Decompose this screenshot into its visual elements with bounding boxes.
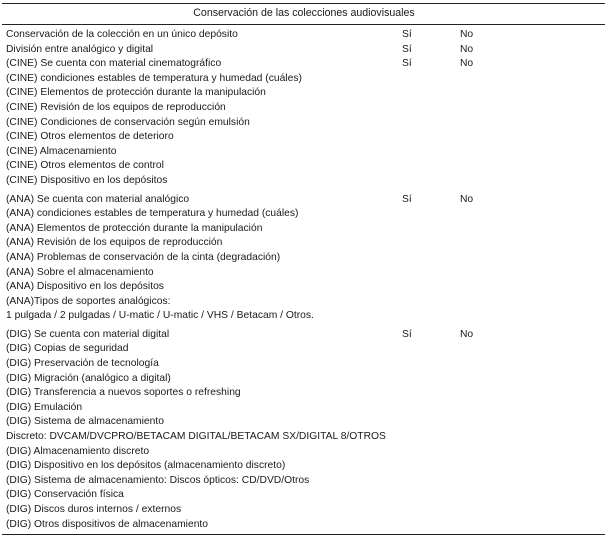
row-label: (ANA) Elementos de protección durante la manipulación <box>6 222 263 234</box>
table-row <box>6 236 606 251</box>
table-row <box>6 251 606 266</box>
row-label: (CINE) Revisión de los equipos de reproducción <box>6 101 226 113</box>
row-label: (DIG) Conservación física <box>6 489 124 501</box>
table-row <box>6 280 606 295</box>
table-row <box>6 207 606 222</box>
no-option: No <box>460 193 474 205</box>
table-header-rule <box>2 24 605 25</box>
table-row <box>6 266 606 281</box>
row-label: (DIG) Sistema de almacenamiento: Discos ópticos: CD/DVD/Otros <box>6 474 310 486</box>
table-row <box>6 372 606 387</box>
row-label: (CINE) Otros elementos de control <box>6 160 164 172</box>
row-label: (ANA) condiciones estables de temperatura y humedad (cuáles) <box>6 208 299 220</box>
table-row <box>6 72 606 87</box>
row-label: División entre analógico y digital <box>6 43 154 55</box>
table-row <box>6 415 606 430</box>
table-row <box>6 503 606 518</box>
table-title: Conservación de las colecciones audiovisuales <box>193 7 415 19</box>
row-label: (ANA) Revisión de los equipos de reproducción <box>6 237 223 249</box>
table-row <box>6 145 606 160</box>
row-label: (DIG) Migración (analógico a digital) <box>6 372 171 384</box>
table-row <box>6 445 606 460</box>
row-label: (DIG) Dispositivo en los depósitos (almacenamiento discreto) <box>6 460 286 472</box>
row-label: Discreto: DVCAM/DVCPRO/BETACAM DIGITAL/BETACAM SX/DIGITAL 8/OTROS <box>6 431 386 443</box>
row-label: (CINE) condiciones estables de temperatura y humedad (cuáles) <box>6 72 302 84</box>
yes-option: Sí <box>402 29 412 40</box>
table-row <box>6 328 606 343</box>
table-row <box>6 174 606 189</box>
table-row <box>6 86 606 101</box>
row-label: (DIG) Almacenamiento discreto <box>6 445 150 457</box>
row-label: (ANA) Sobre el almacenamiento <box>6 266 154 278</box>
yes-option: Sí <box>402 43 412 55</box>
yes-option: Sí <box>402 193 412 205</box>
row-label: (CINE) Condiciones de conservación según emulsión <box>6 116 250 128</box>
no-option: No <box>460 58 474 70</box>
table-row <box>6 295 606 310</box>
table-top-rule <box>2 3 605 4</box>
no-option: No <box>460 43 474 55</box>
yes-option: Sí <box>402 58 412 70</box>
row-label: (CINE) Dispositivo en los depósitos <box>6 174 168 186</box>
row-label: (ANA) Problemas de conservación de la cinta (degradación) <box>6 251 281 263</box>
table-row <box>6 222 606 237</box>
yes-option: Sí <box>402 328 412 340</box>
row-label: (ANA) Se cuenta con material analógico <box>6 193 190 205</box>
table-row <box>6 401 606 416</box>
table-row <box>6 342 606 357</box>
row-label: (DIG) Sistema de almacenamiento <box>6 416 164 428</box>
row-label: (DIG) Transferencia a nuevos soportes o refreshing <box>6 387 241 399</box>
row-label: (ANA) Dispositivo en los depósitos <box>6 281 164 293</box>
table-row <box>6 57 606 72</box>
table-row <box>6 488 606 503</box>
table-row <box>6 159 606 174</box>
table-body <box>6 28 606 532</box>
row-label: (DIG) Copias de seguridad <box>6 343 129 355</box>
row-label: (DIG) Discos duros internos / externos <box>6 504 182 515</box>
table-row <box>6 309 606 324</box>
row-label: (ANA)Tipos de soportes analógicos: <box>6 295 171 307</box>
row-label: (CINE) Almacenamiento <box>6 145 117 157</box>
row-label: (DIG) Se cuenta con material digital <box>6 328 170 340</box>
table-row <box>6 43 606 58</box>
table-row <box>6 193 606 208</box>
row-label: (CINE) Otros elementos de deterioro <box>6 131 174 143</box>
table-bottom-rule <box>2 534 605 535</box>
table-row <box>6 430 606 445</box>
table-row <box>6 357 606 372</box>
table-row <box>6 101 606 116</box>
table-row <box>6 116 606 131</box>
row-label: (DIG) Preservación de tecnología <box>6 358 159 370</box>
table-row <box>6 28 606 43</box>
row-label: Conservación de la colección en un único depósito <box>6 29 238 40</box>
table-row <box>6 130 606 145</box>
row-label: 1 pulgada / 2 pulgadas / U-matic / U-matic / VHS / Betacam / Otros. <box>6 310 314 322</box>
table-row <box>6 386 606 401</box>
row-label: (DIG) Emulación <box>6 401 83 413</box>
no-option: No <box>460 328 474 340</box>
table-row <box>6 518 606 533</box>
table-row <box>6 474 606 489</box>
no-option: No <box>460 29 474 40</box>
table-row <box>6 459 606 474</box>
row-label: (CINE) Elementos de protección durante la manipulación <box>6 87 266 99</box>
row-label: (DIG) Otros dispositivos de almacenamiento <box>6 518 209 530</box>
row-label: (CINE) Se cuenta con material cinematográfico <box>6 58 222 70</box>
